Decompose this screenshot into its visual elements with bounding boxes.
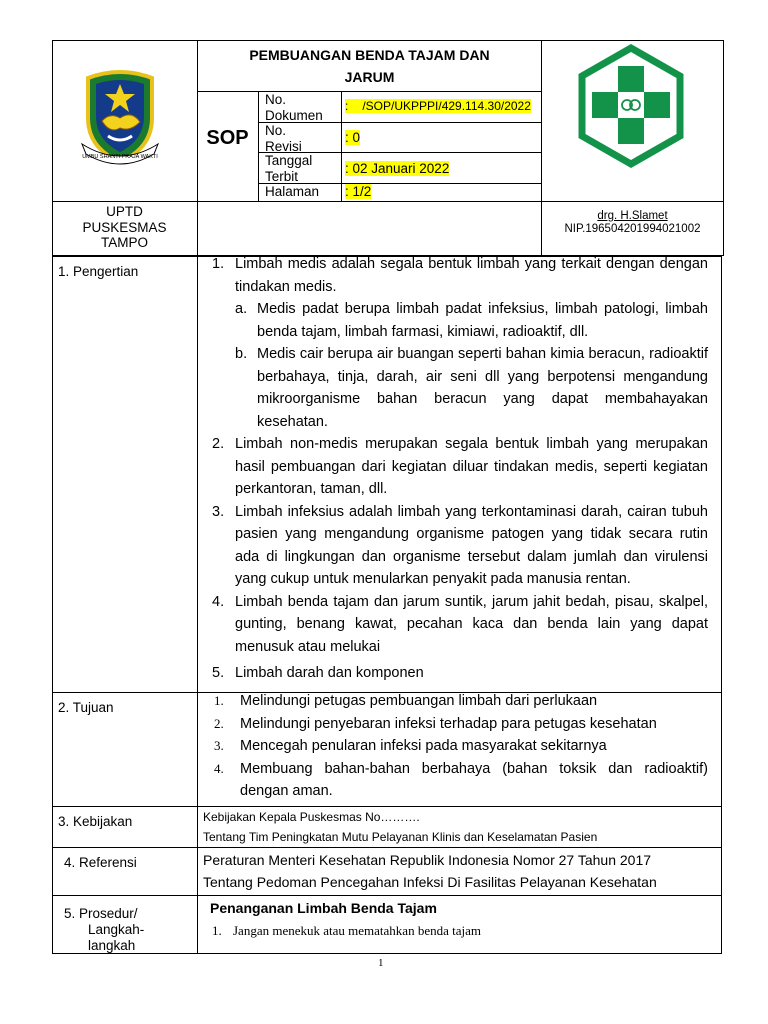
list-item: 5. Limbah darah dan komponen (212, 665, 424, 681)
list-item: 3. Limbah infeksius adalah limbah yang terkontaminasi darah, cairan tubuh pasien yang mengandung organisme patogen yang tidak secara rutin ada di lingkungan dan organisme tersebut dalam jumlah dan virulensi yang cukup untuk menularkan penyakit pada manusia rentan. (212, 503, 708, 587)
field-label-dokumen: Dokumen (265, 108, 323, 123)
section-label-prosedur: 5. Prosedur/ (64, 906, 138, 921)
regency-emblem-logo (80, 66, 160, 166)
referensi-line1: Peraturan Menteri Kesehatan Republik Indonesia Nomor 27 Tahun 2017 (203, 852, 652, 868)
pengertian-list (212, 253, 708, 685)
org-name-line3: TAMPO (101, 235, 148, 250)
prosedur-item-text: Jangan menekuk atau mematahkan benda tajam (233, 923, 481, 938)
org-name-line2: PUSKESMAS (82, 219, 167, 235)
document-number-colon: : (345, 99, 349, 113)
list-item: 4. Membuang bahan-bahan berbahaya (bahan toksik dan radioaktif) dengan aman. (214, 760, 708, 799)
prosedur-item-number: 1. (212, 923, 222, 938)
section-label-langkah: Langkah- (88, 922, 145, 937)
prosedur-heading: Penanganan Limbah Benda Tajam (210, 900, 437, 916)
issue-date-value: : 02 Januari 2022 (345, 161, 450, 176)
list-item: 1. Limbah medis adalah segala bentuk limbah yang terkait dengan dengan tindakan medis. (212, 256, 708, 295)
field-label-terbit: Terbit (265, 169, 299, 184)
field-label-revisi: Revisi (265, 139, 302, 154)
field-label-tanggal: Tanggal (265, 153, 313, 168)
list-item: 3. Mencegah penularan infeksi pada masyarakat sekitarnya (214, 738, 607, 754)
kebijakan-line2: Tentang Tim Peningkatan Mutu Pelayanan Klinis dan Keselamatan Pasien (203, 830, 598, 844)
signer-nip: NIP.196504201994021002 (564, 223, 701, 235)
document-number-value: /SOP/UKPPPI/429.114.30/2022 (362, 99, 531, 113)
sop-label: SOP (206, 127, 249, 149)
list-item: 2. Limbah non-medis merupakan segala bentuk limbah yang merupakan hasil pembuangan dari kegiatan diluar tindakan medis, seperti kegiatan perkantoran, taman, dll. (212, 436, 708, 497)
document-title-line1: PEMBUANGAN BENDA TAJAM DAN (249, 47, 490, 63)
list-item: 2. Melindungi penyebaran infeksi terhadap para petugas kesehatan (214, 715, 657, 732)
section-label-referensi: 4. Referensi (64, 855, 137, 870)
section-label-pengertian: 1. Pengertian (58, 264, 139, 279)
tujuan-list (214, 690, 708, 803)
page-count-value: : 1/2 (345, 184, 372, 199)
org-name-line1: UPTD (106, 204, 143, 219)
section-label-tujuan: 2. Tujuan (58, 700, 114, 715)
list-item: b. Medis cair berupa air buangan seperti bahan kimia beracun, radioaktif berbahaya, tinja, darah, air seni dll yang berpotensi mengandung mikroorganisme bahan beracun yang dapat membahayakan kesehatan. (235, 346, 708, 430)
list-item: a. Medis padat berupa limbah padat infeksius, limbah patologi, limbah benda tajam, limbah farmasi, kimiawi, radioaktif, dll. (235, 301, 708, 340)
list-item: 1. Melindungi petugas pembuangan limbah dari perlukaan (214, 693, 598, 709)
document-title-line2: JARUM (344, 69, 395, 85)
referensi-line2: Tentang Pedoman Pencegahan Infeksi Di Fasilitas Pelayanan Kesehatan (203, 874, 657, 890)
signer-name: drg. H.Slamet (597, 210, 668, 222)
kebijakan-line1: Kebijakan Kepala Puskesmas No………. (203, 810, 420, 824)
section-label-langkah-2: langkah (88, 938, 136, 953)
revision-value: : 0 (345, 130, 361, 145)
puskesmas-cross-logo (576, 44, 686, 168)
field-label-no-2: No. (265, 123, 287, 138)
field-label-halaman: Halaman (265, 184, 320, 199)
list-item: 4. Limbah benda tajam dan jarum suntik, jarum jahit bedah, pisau, skalpel, gunting, benang kawat, pecahan kaca dan benda lain yang dapat menusuk atau melukai (212, 593, 708, 655)
section-label-kebijakan: 3. Kebijakan (58, 814, 133, 829)
svg-text:UMBU SHANTI PRAJA WAKTI: UMBU SHANTI PRAJA WAKTI (82, 154, 158, 160)
field-label-no: No. (265, 92, 287, 107)
page-number: 1 (378, 957, 384, 969)
